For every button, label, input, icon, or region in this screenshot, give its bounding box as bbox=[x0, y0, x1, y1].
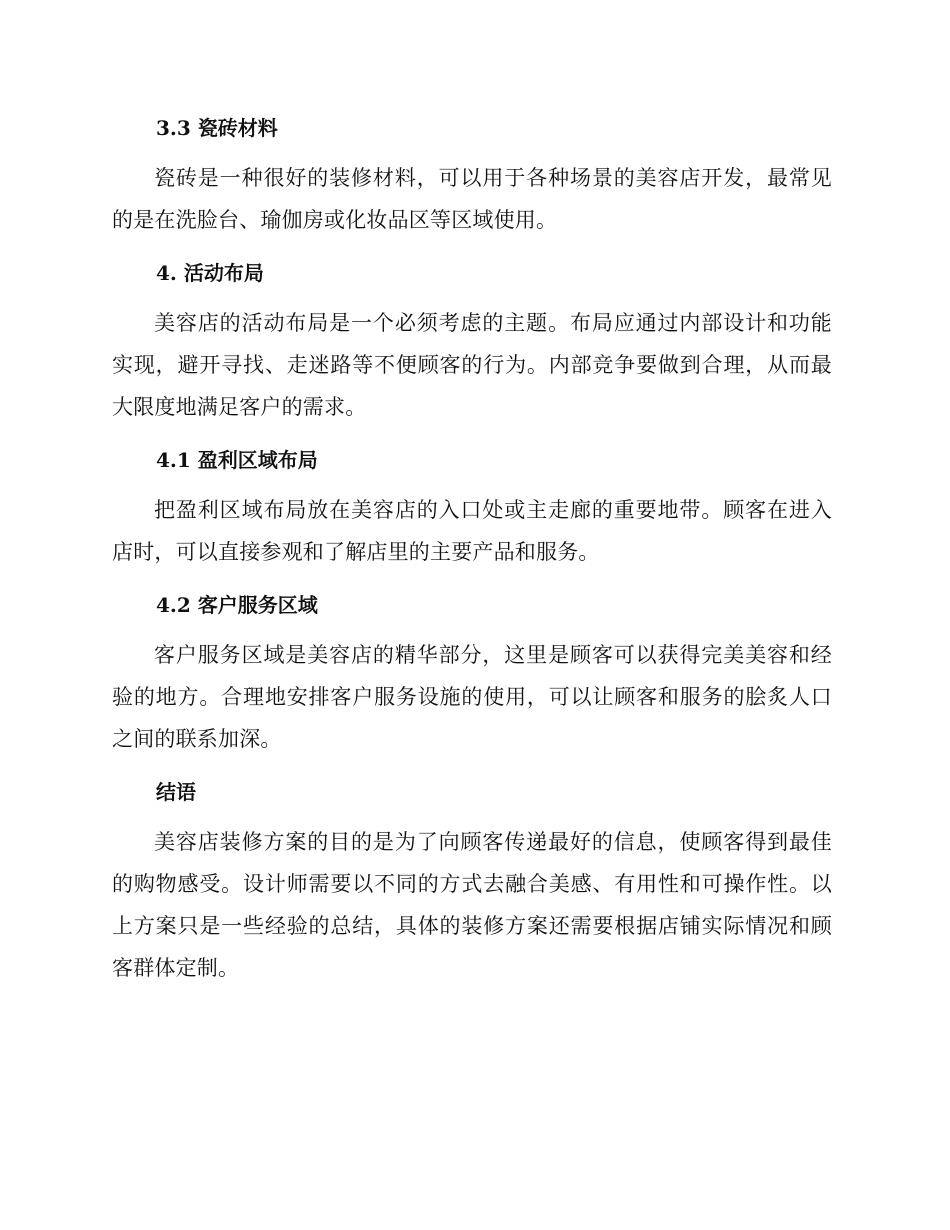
section-heading: 结语 bbox=[156, 780, 196, 804]
section-4-1 bbox=[112, 440, 832, 573]
section-4 bbox=[112, 253, 832, 428]
section-conclusion bbox=[112, 772, 832, 989]
section-heading: 3.3 瓷砖材料 bbox=[156, 116, 278, 140]
section-paragraph: 客户服务区域是美容店的精华部分，这里是顾客可以获得完美美容和经验的地方。合理地安排客户服务设施的使用，可以让顾客和服务的脍炙人口之间的联系加深。 bbox=[112, 643, 832, 751]
section-3-3 bbox=[112, 108, 832, 241]
section-paragraph: 瓷砖是一种很好的装修材料，可以用于各种场景的美容店开发，最常见的是在洗脸台、瑜伽房或化妆品区等区域使用。 bbox=[112, 166, 832, 232]
section-heading: 4.2 客户服务区域 bbox=[156, 593, 318, 617]
section-heading: 4.1 盈利区域布局 bbox=[156, 448, 318, 472]
section-4-2 bbox=[112, 585, 832, 760]
section-paragraph: 美容店装修方案的目的是为了向顾客传递最好的信息，使顾客得到最佳的购物感受。设计师需要以不同的方式去融合美感、有用性和可操作性。以上方案只是一些经验的总结，具体的装修方案还需要根据店铺实际情况和顾客群体定制。 bbox=[112, 830, 832, 980]
section-paragraph: 把盈利区域布局放在美容店的入口处或主走廊的重要地带。顾客在进入店时，可以直接参观和了解店里的主要产品和服务。 bbox=[112, 498, 832, 564]
section-heading: 4. 活动布局 bbox=[156, 261, 264, 285]
document-page bbox=[112, 108, 832, 989]
section-paragraph: 美容店的活动布局是一个必须考虑的主题。布局应通过内部设计和功能实现，避开寻找、走迷路等不便顾客的行为。内部竞争要做到合理，从而最大限度地满足客户的需求。 bbox=[112, 311, 832, 419]
